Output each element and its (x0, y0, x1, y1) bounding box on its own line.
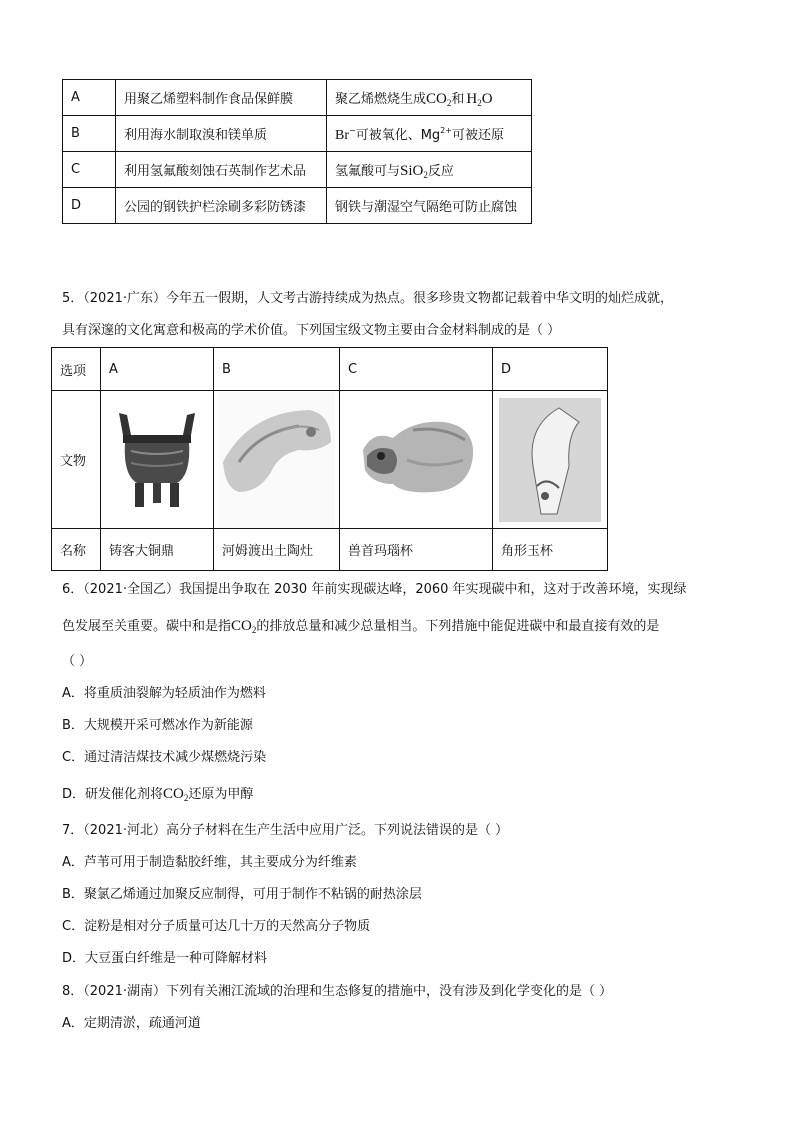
artifact-image-cell (493, 391, 608, 529)
option-explanation: 钢铁与潮湿空气隔绝可防止腐蚀 (327, 188, 532, 224)
header-cell: A (101, 348, 214, 391)
artifact-name: 兽首玛瑙杯 (340, 529, 493, 571)
option-explanation (327, 116, 532, 152)
text: 聚乙烯燃烧生成 (335, 91, 427, 107)
question-7-option-b: B．聚氯乙烯通过加聚反应制得，可用于制作不粘锅的耐热涂层 (62, 887, 422, 902)
artifact-name: 河姆渡出土陶灶 (214, 529, 340, 571)
question-7-option-d: D．大豆蛋白纤维是一种可降解材料 (62, 951, 268, 966)
row-label: 名称 (52, 529, 101, 571)
table-row (63, 152, 532, 188)
text: 还原为甲醇 (188, 787, 254, 802)
text: 和 (451, 91, 465, 107)
superscript: − (349, 125, 356, 135)
artifact-image-cell (214, 391, 340, 529)
header-cell: D (493, 348, 608, 391)
artifact-table-q5 (51, 347, 608, 571)
text: 反应 (427, 163, 454, 179)
subscript: 2 (251, 625, 257, 635)
question-7-stem: 7．（2021·河北）高分子材料在生产生活中应用广泛。下列说法错误的是（ ） (62, 823, 509, 838)
question-6-option-b: B．大规模开采可燃冰作为新能源 (62, 718, 253, 733)
question-7-option-a: A．芦苇可用于制造黏胶纤维，其主要成分为纤维素 (62, 855, 357, 870)
artifact-image-cell (340, 391, 493, 529)
options-table-q4 (62, 79, 532, 224)
text: 可被氧化、Mg (355, 127, 441, 143)
formula: H (466, 90, 478, 107)
option-text: 利用氢氟酸刻蚀石英制作艺术品 (116, 152, 327, 188)
text: 氢氟酸可与 (335, 163, 401, 179)
header-cell: 选项 (52, 348, 101, 391)
question-6-line-3: （ ） (62, 654, 93, 669)
header-cell: C (340, 348, 493, 391)
jade-horn-cup-image (497, 396, 603, 524)
table-row-images (52, 391, 608, 529)
row-label: 文物 (52, 391, 101, 529)
pottery-stove-image (219, 392, 335, 528)
table-header-row (52, 348, 608, 391)
artifact-name: 铸客大铜鼎 (101, 529, 214, 571)
text: D．研发催化剂将 (62, 787, 164, 802)
option-text: 用聚乙烯塑料制作食品保鲜膜 (116, 80, 327, 116)
option-explanation (327, 152, 532, 188)
formula: Br (335, 127, 349, 143)
formula: SiO (400, 162, 424, 179)
formula: CO (231, 618, 252, 634)
question-6-line-2 (62, 616, 659, 640)
option-label: A (63, 80, 116, 116)
option-label: C (63, 152, 116, 188)
table-row (63, 116, 532, 152)
option-label: B (63, 116, 116, 152)
text: 的排放总量和减少总量相当。下列措施中能促进碳中和最直接有效的是 (256, 619, 660, 634)
question-8-stem: 8．（2021·湖南）下列有关湘江流域的治理和生态修复的措施中，没有涉及到化学变化的是（ ） (62, 984, 613, 999)
text: 可被还原 (451, 127, 504, 143)
question-8-option-a: A．定期清淤，疏通河道 (62, 1016, 201, 1031)
header-cell: B (214, 348, 340, 391)
table-row (63, 188, 532, 224)
artifact-image-cell (101, 391, 214, 529)
table-row (63, 80, 532, 116)
question-6-line-1: 6．（2021·全国乙）我国提出争取在 2030 年前实现碳达峰，2060 年实现碳中和，这对于改善环境，实现绿 (62, 582, 687, 597)
agate-cup-image (353, 400, 479, 520)
question-5-line-2: 具有深邃的文化寓意和极高的学术价值。下列国宝级文物主要由合金材料制成的是（ ） (62, 323, 561, 338)
subscript: 2 (446, 97, 452, 108)
question-6-option-c: C．通过清洁煤技术减少煤燃烧污染 (62, 750, 267, 765)
option-explanation (327, 80, 532, 116)
subscript: 2 (477, 97, 482, 108)
formula: CO (163, 786, 184, 802)
superscript: 2+ (440, 125, 452, 135)
artifact-name: 角形玉杯 (493, 529, 608, 571)
formula: O (481, 90, 493, 107)
formula: CO (426, 90, 447, 107)
question-5-line-1: 5．（2021·广东）今年五一假期，人文考古游持续成为热点。很多珍贵文物都记载着中华文明的灿烂成就， (62, 291, 673, 306)
bronze-ding-image (109, 405, 205, 515)
question-6-option-a: A．将重质油裂解为轻质油作为燃料 (62, 686, 266, 701)
table-row-names (52, 529, 608, 571)
question-6-option-d (62, 784, 253, 808)
text: 色发展至关重要。碳中和是指 (62, 619, 232, 634)
subscript: 2 (183, 793, 189, 803)
subscript: 2 (423, 169, 428, 180)
option-text: 利用海水制取溴和镁单质 (116, 116, 327, 152)
option-label: D (63, 188, 116, 224)
option-text: 公园的钢铁护栏涂刷多彩防锈漆 (116, 188, 327, 224)
question-7-option-c: C．淀粉是相对分子质量可达几十万的天然高分子物质 (62, 919, 371, 934)
